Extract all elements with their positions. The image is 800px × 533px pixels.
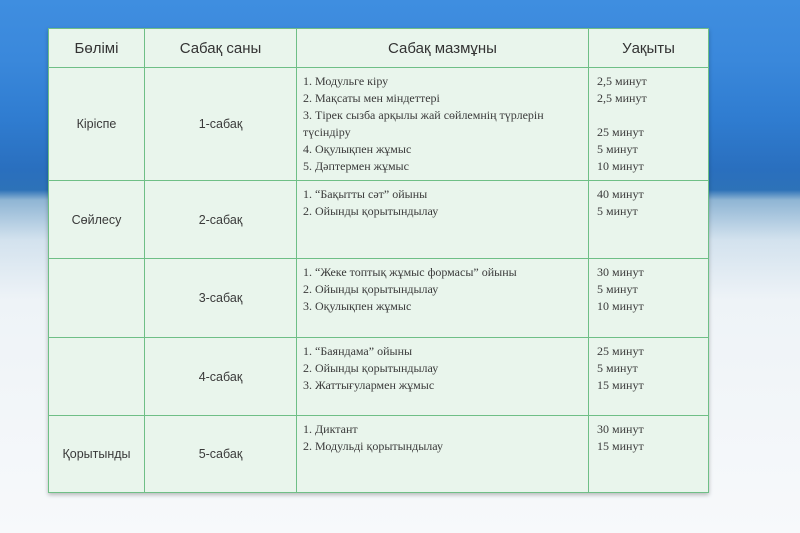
time-line: 10 минут	[597, 159, 644, 174]
section-cell: Сөйлесу	[49, 180, 145, 259]
content-cell	[297, 416, 589, 493]
content-line: 3. Тірек сызба арқылы жай сөйлемнің түрлерін түсіндіру	[303, 108, 544, 140]
time-cell	[589, 337, 709, 416]
header-content: Сабақ мазмұны	[297, 29, 589, 68]
time-line: 5 минут	[597, 203, 638, 218]
table-row	[49, 68, 709, 181]
lesson-cell: 4-сабақ	[145, 337, 297, 416]
table-row	[49, 416, 709, 493]
time-line: 5 минут	[597, 282, 638, 297]
content-line: 2. Модульді қорытындылау	[303, 439, 443, 454]
content-cell	[297, 68, 589, 181]
time-line: 30 минут	[597, 422, 644, 437]
header-row	[49, 29, 709, 68]
content-line: 3. Жаттығулармен жұмыс	[303, 377, 435, 392]
content-line: 1. Диктант	[303, 422, 358, 437]
time-line: 25 минут	[597, 125, 644, 140]
time-line: 5 минут	[597, 142, 638, 157]
time-line: 2,5 минут	[597, 91, 647, 106]
lesson-cell: 2-сабақ	[145, 180, 297, 259]
content-line: 2. Ойынды қорытындылау	[303, 282, 439, 297]
content-line: 1. Модульге кіру	[303, 74, 389, 89]
lesson-plan-table	[48, 28, 709, 493]
header-lesson: Сабақ саны	[145, 29, 297, 68]
lesson-cell: 5-сабақ	[145, 416, 297, 493]
content-cell	[297, 259, 589, 338]
time-line: 5 минут	[597, 360, 638, 375]
table-row	[49, 259, 709, 338]
content-cell	[297, 180, 589, 259]
content-line: 1. “Бақытты сәт” ойыны	[303, 186, 428, 201]
time-cell	[589, 180, 709, 259]
content-line: 2. Мақсаты мен міндеттері	[303, 91, 440, 106]
content-line: 5. Дәптермен жұмыс	[303, 159, 409, 174]
time-line: 25 минут	[597, 343, 644, 358]
time-line: 2,5 минут	[597, 74, 647, 89]
time-line: 15 минут	[597, 377, 644, 392]
header-section: Бөлімі	[49, 29, 145, 68]
content-cell	[297, 337, 589, 416]
section-cell	[49, 259, 145, 338]
table-row	[49, 337, 709, 416]
section-cell	[49, 337, 145, 416]
content-line: 3. Оқулықпен жұмыс	[303, 299, 412, 314]
lesson-cell: 1-сабақ	[145, 68, 297, 181]
time-cell	[589, 68, 709, 181]
time-line: 10 минут	[597, 299, 644, 314]
content-line: 2. Ойынды қорытындылау	[303, 360, 439, 375]
content-line: 2. Ойынды қорытындылау	[303, 203, 439, 218]
time-line: 30 минут	[597, 265, 644, 280]
time-line: 15 минут	[597, 439, 644, 454]
content-line: 1. “Баяндама” ойыны	[303, 343, 413, 358]
content-line: 4. Оқулықпен жұмыс	[303, 142, 412, 157]
table-row	[49, 180, 709, 259]
lesson-cell: 3-сабақ	[145, 259, 297, 338]
time-line: 40 минут	[597, 186, 644, 201]
header-time: Уақыты	[589, 29, 709, 68]
time-cell	[589, 259, 709, 338]
content-line: 1. “Жеке топтық жұмыс формасы” ойыны	[303, 265, 517, 280]
time-cell	[589, 416, 709, 493]
section-cell: Кіріспе	[49, 68, 145, 181]
section-cell: Қорытынды	[49, 416, 145, 493]
